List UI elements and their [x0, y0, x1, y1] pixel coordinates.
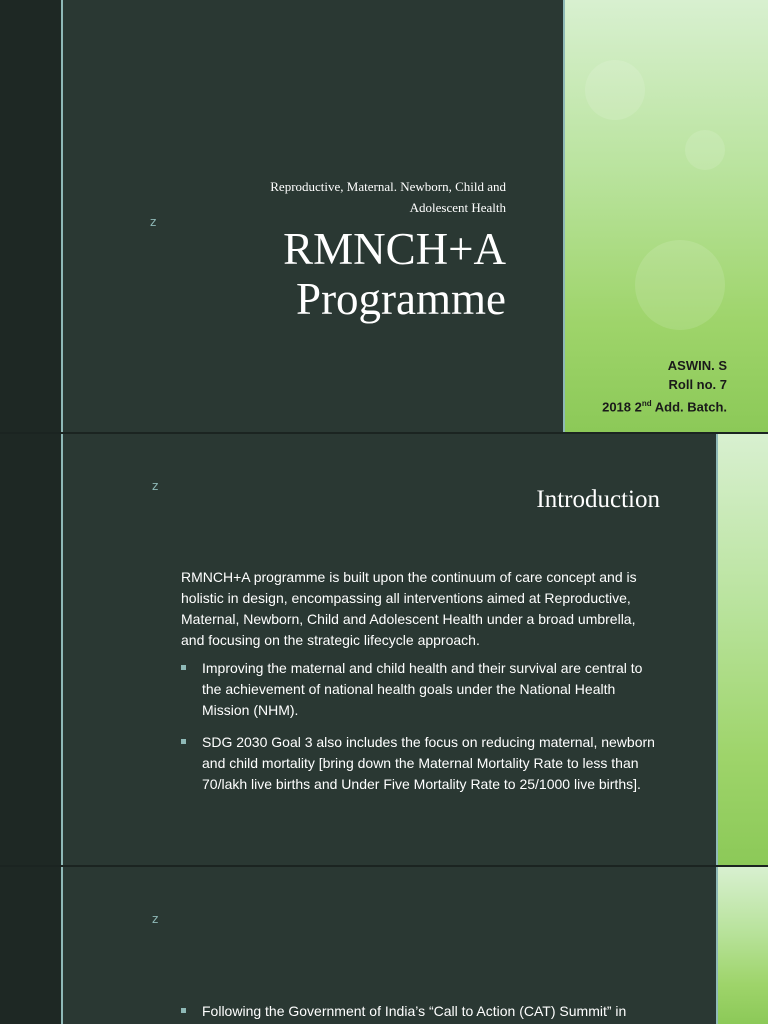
bullet-list: [181, 1001, 661, 1024]
subtitle-line: Reproductive, Maternal. Newborn, Child and: [270, 179, 506, 194]
left-stripe: [0, 867, 61, 1024]
decor-circle: [635, 240, 725, 330]
title-line: Programme: [296, 274, 506, 324]
slide-title: [0, 0, 768, 432]
z-logo-icon: z: [152, 479, 159, 493]
left-accent-line: [61, 0, 63, 432]
green-decor-panel: [718, 867, 768, 1024]
slide-cat-summit: [0, 867, 768, 1024]
list-item: Following the Government of India’s “Call to Action (CAT) Summit” in: [181, 1001, 661, 1022]
bullet-square-icon: [181, 739, 186, 744]
green-decor-panel: [718, 434, 768, 865]
title-line: RMNCH+A: [283, 224, 506, 274]
intro-paragraph: RMNCH+A programme is built upon the continuum of care concept and is holistic in design, encompassing all interventions aimed at Reproductive, Maternal, Newborn, Child and Adolescent Health under a broad umbrella, and focusing on the strategic lifecycle approach.: [181, 569, 637, 648]
author-roll: Roll no. 7: [668, 377, 727, 392]
slide-main-title: [86, 224, 506, 324]
z-logo-icon: z: [152, 912, 159, 926]
author-info: [527, 356, 727, 416]
decor-circle: [685, 130, 725, 170]
list-item: SDG 2030 Goal 3 also includes the focus on reducing maternal, newborn and child mortality [bring down the Maternal Mortality Rate to less than 70/lakh live births and Under Five Mortality Rate to 25/1000 live births].: [181, 732, 661, 795]
left-stripe: [0, 0, 61, 432]
z-logo-icon: z: [150, 215, 157, 229]
bullet-list: [181, 658, 661, 806]
slide-introduction: [0, 434, 768, 865]
author-batch: 2018 2nd Add. Batch.: [602, 399, 727, 415]
left-accent-line: [61, 434, 63, 865]
bullet-square-icon: [181, 665, 186, 670]
list-item: Improving the maternal and child health and their survival are central to the achievement of national health goals under the National Health Mission (NHM).: [181, 658, 661, 721]
slide-subtitle: [206, 176, 506, 218]
left-stripe: [0, 434, 61, 865]
decor-circle: [585, 60, 645, 120]
author-name: ASWIN. S: [667, 358, 727, 373]
subtitle-line: Adolescent Health: [409, 200, 506, 215]
slide-heading: Introduction: [536, 486, 660, 513]
left-accent-line: [61, 867, 63, 1024]
bullet-square-icon: [181, 1008, 186, 1013]
